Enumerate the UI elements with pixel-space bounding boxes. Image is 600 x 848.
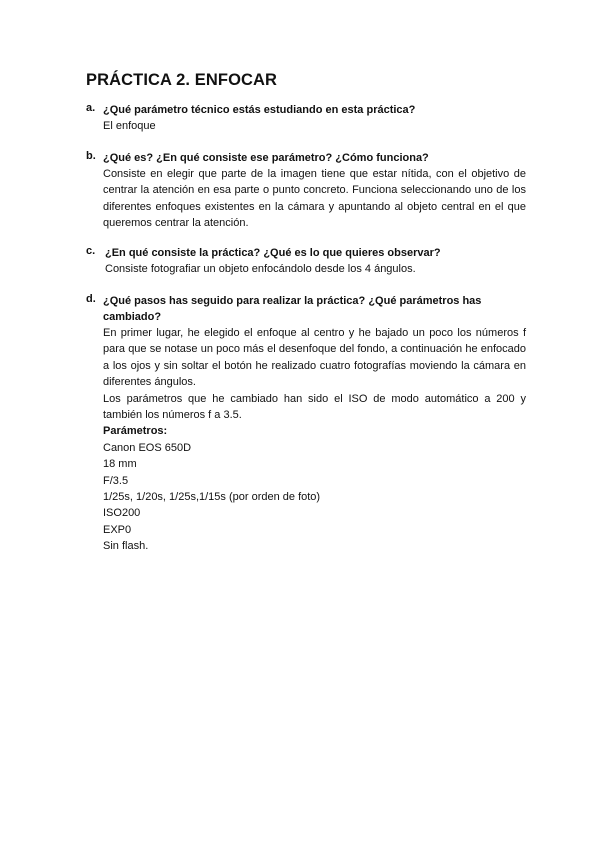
param-item: ISO200 xyxy=(103,507,141,520)
question-a xyxy=(86,102,526,134)
param-item: 1/25s, 1/20s, 1/25s,1/15s (por orden de foto) xyxy=(103,491,321,504)
question-letter: c. xyxy=(86,245,96,257)
question-text: ¿Qué parámetro técnico estás estudiando en esta práctica? xyxy=(103,104,416,116)
question-d xyxy=(86,293,526,555)
question-text: ¿En qué consiste la práctica? ¿Qué es lo que quieres observar? xyxy=(105,247,441,259)
question-c xyxy=(86,245,526,277)
page-title: PRÁCTICA 2. ENFOCAR xyxy=(86,71,278,89)
question-text: ¿Qué es? ¿En qué consiste ese parámetro? ¿Cómo funciona? xyxy=(103,152,429,164)
question-text: ¿Qué pasos has seguido para realizar la práctica? ¿Qué parámetros has cambiado? xyxy=(103,295,482,323)
param-item: Canon EOS 650D xyxy=(103,441,192,454)
question-letter: d. xyxy=(86,293,96,305)
answer-text: Consiste en elegir que parte de la imagen tiene que estar nítida, con el objetivo de centrar la atención en esa parte o punto concreto. Funciona seleccionando uno de los diferentes enfoques existentes en la cámara y apuntando al objeto central en el que queremos centrar la atención. xyxy=(103,168,526,230)
param-item: F/3.5 xyxy=(103,474,129,487)
answer-paragraph-1: En primer lugar, he elegido el enfoque al centro y he bajado un poco los números f para que se notase un poco más el desenfoque del fondo, a continuación he enfocado a los ojos y sin soltar el botón he realizado cuatro fotografías moviendo la cámara en diferentes ángulos. xyxy=(103,327,526,389)
question-letter: b. xyxy=(86,150,96,162)
answer-text: El enfoque xyxy=(103,120,156,132)
question-b xyxy=(86,150,526,232)
param-item: EXP0 xyxy=(103,523,132,536)
answer-paragraph-2: Los parámetros que he cambiado han sido el ISO de modo automático a 200 y también los números f a 3.5. xyxy=(103,392,526,422)
question-letter: a. xyxy=(86,102,96,114)
params-list xyxy=(103,440,526,555)
param-item: Sin flash. xyxy=(103,540,149,553)
answer-text: Consiste fotografiar un objeto enfocándolo desde los 4 ángulos. xyxy=(105,263,416,275)
param-item: 18 mm xyxy=(103,458,137,471)
params-heading: Parámetros: xyxy=(103,425,168,438)
